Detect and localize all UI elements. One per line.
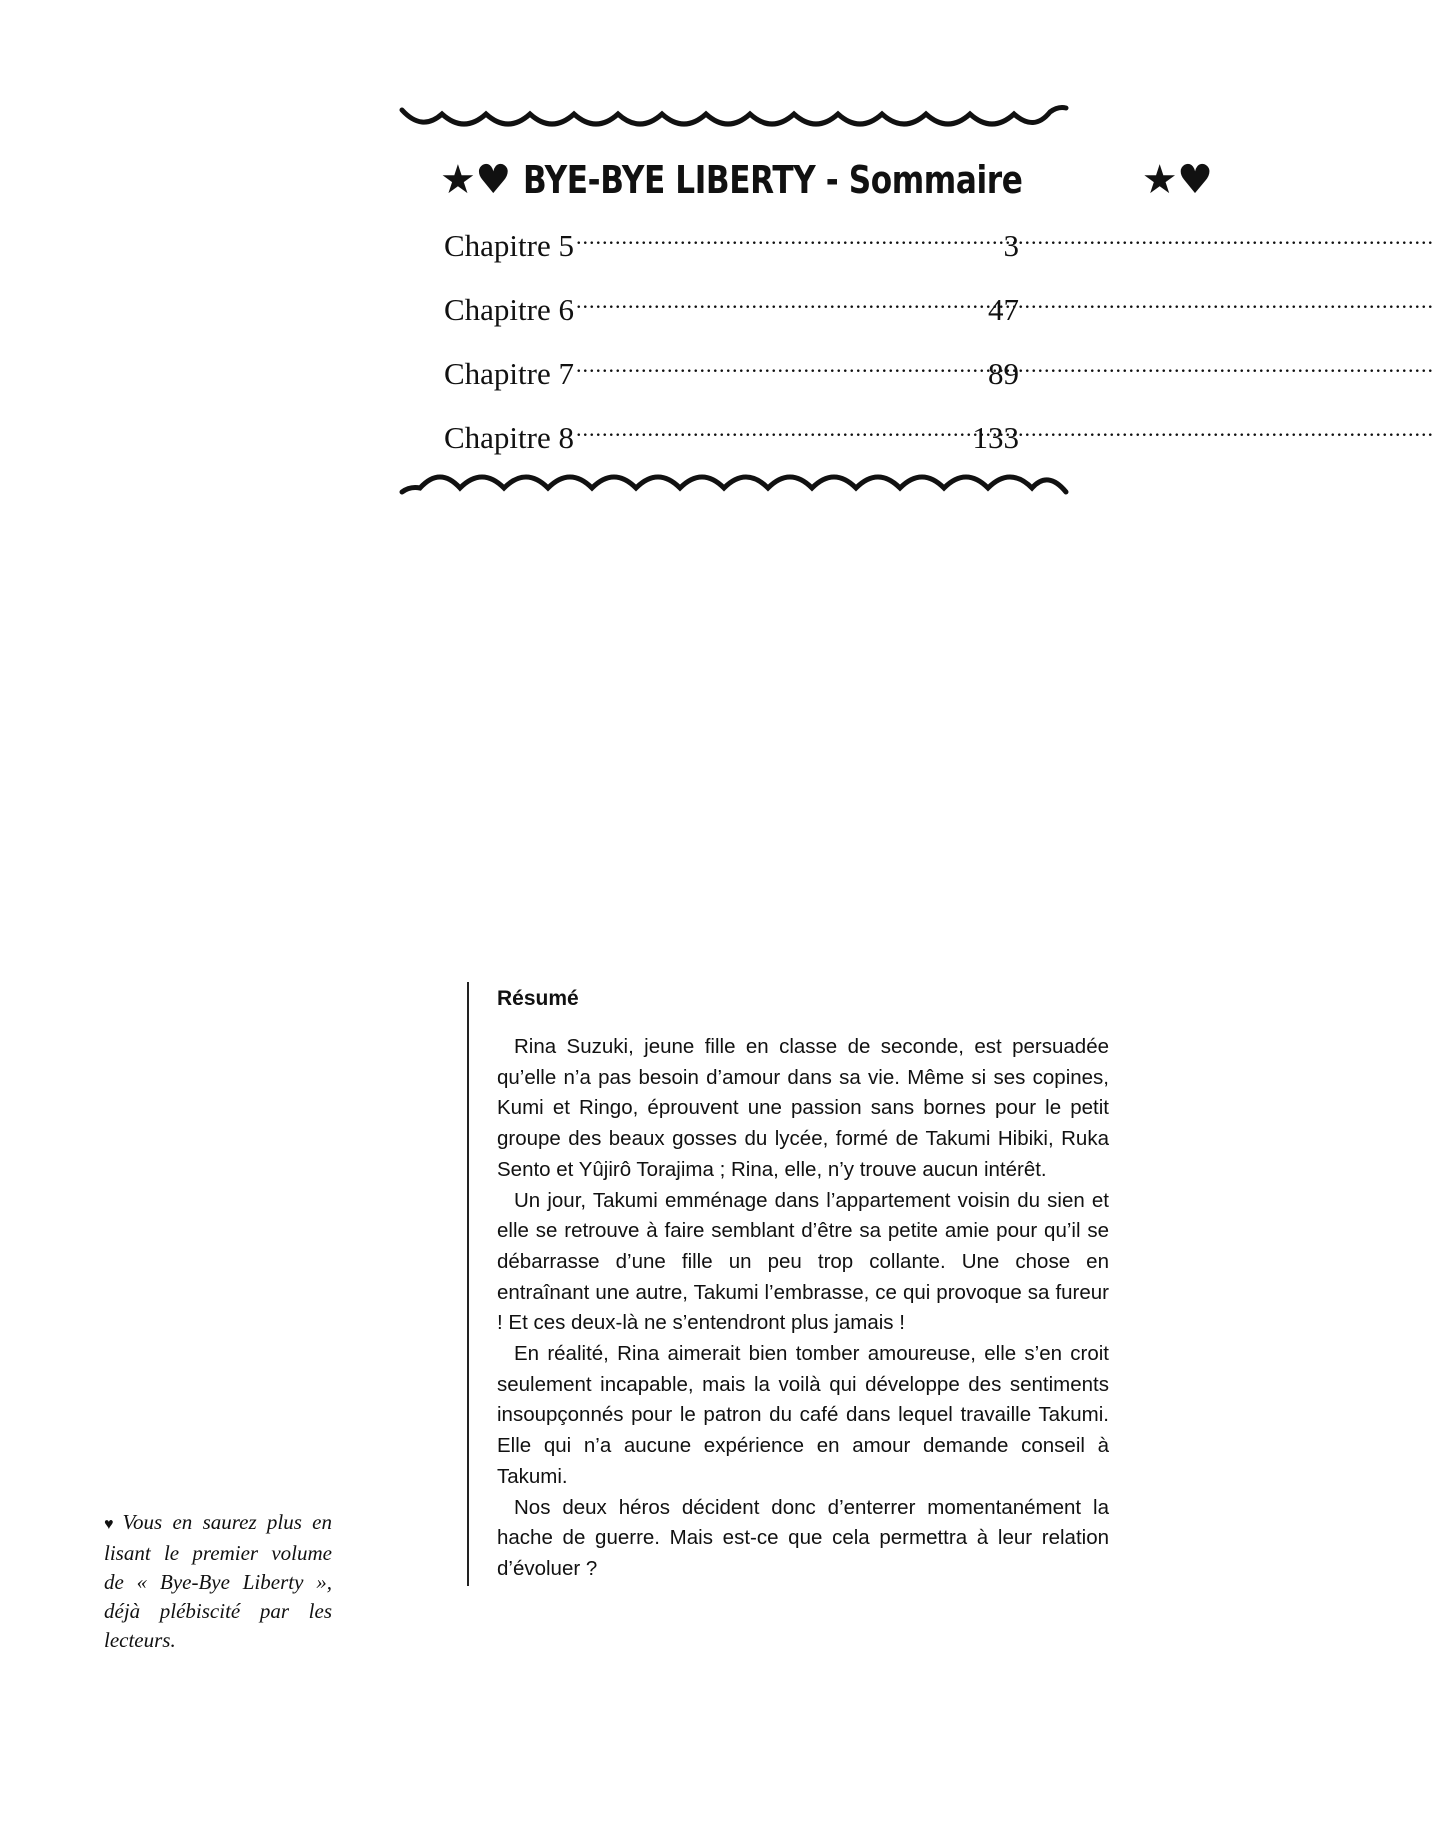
summary-paragraph-2: Un jour, Takumi emménage dans l’appartement voisin du sien et elle se retrouve à faire semblant d’être sa petite amie pour qu’il se débarrasse d’une fille un peu trop collante. Une chose en entraînant une autre, Takumi l’embrasse, ce qui provoque sa fureur ! Et ces deux-là ne s’entendront plus jamais ! <box>497 1188 1109 1335</box>
summary-heading: Résumé <box>497 987 579 1010</box>
toc-entry-chapter-5 <box>444 216 1019 280</box>
toc-entry-label: Chapitre 7 <box>444 356 574 391</box>
side-note <box>104 1508 332 1655</box>
summary-paragraph-3: En réalité, Rina aimerait bien tomber amoureuse, elle s’en croit seulement incapable, mais la voilà qui développe des sentiments insoupçonnés pour le patron du café dans lequel travaille Takumi. Elle qui n’a aucune expérience en amour demande conseil à Takumi. <box>497 1342 1109 1488</box>
star-heart-icon-left: ★♥ <box>440 157 511 203</box>
heart-icon: ♥ <box>104 1516 119 1533</box>
summary-paragraph-4: Nos deux héros décident donc d’enterrer momentanément la hache de guerre. Mais est-ce que cela permettra à leur relation d’évoluer ? <box>497 1495 1109 1580</box>
star-heart-icon-right: ★♥ <box>1141 157 1213 203</box>
toc-title <box>440 150 1213 210</box>
dot-leader <box>576 216 1002 256</box>
dot-leader <box>576 280 986 320</box>
toc-entry-label: Chapitre 8 <box>444 420 574 455</box>
toc-entry-label: Chapitre 5 <box>444 228 574 263</box>
toc-entry-label: Chapitre 6 <box>444 292 574 327</box>
toc-entry-chapter-6 <box>444 280 1019 344</box>
summary-section <box>497 984 1109 1585</box>
toc-entry-page: 89 <box>988 356 1019 391</box>
wavy-border-top <box>400 104 1070 140</box>
dot-leader <box>576 344 986 384</box>
toc-entry-page: 133 <box>972 420 1019 455</box>
wavy-border-top-line <box>402 108 1066 125</box>
wavy-border-bottom <box>400 462 1070 498</box>
toc-entry-page: 3 <box>1003 228 1019 263</box>
side-note-text: Vous en saurez plus en lisant le premier volume de « Bye-Bye Liberty », déjà plébiscité par les lecteurs. <box>104 1510 332 1652</box>
toc-entry-page: 47 <box>988 292 1019 327</box>
wavy-border-bottom-line <box>402 477 1066 492</box>
toc-title-text: BYE-BYE LIBERTY - Sommaire <box>522 158 1023 202</box>
dot-leader <box>576 408 971 448</box>
summary-divider-rule <box>467 982 469 1586</box>
toc-entry-chapter-7 <box>444 344 1019 408</box>
table-of-contents <box>444 216 1019 472</box>
summary-paragraph-1: Rina Suzuki, jeune fille en classe de seconde, est persuadée qu’elle n’a pas besoin d’amour dans sa vie. Même si ses copines, Kumi et Ringo, éprouvent une passion sans bornes pour le petit groupe des beaux gosses du lycée, formé de Takumi Hibiki, Ruka Sento et Yûjirô Torajima ; Rina, elle, n’y trouve aucun intérêt. <box>497 1035 1109 1181</box>
